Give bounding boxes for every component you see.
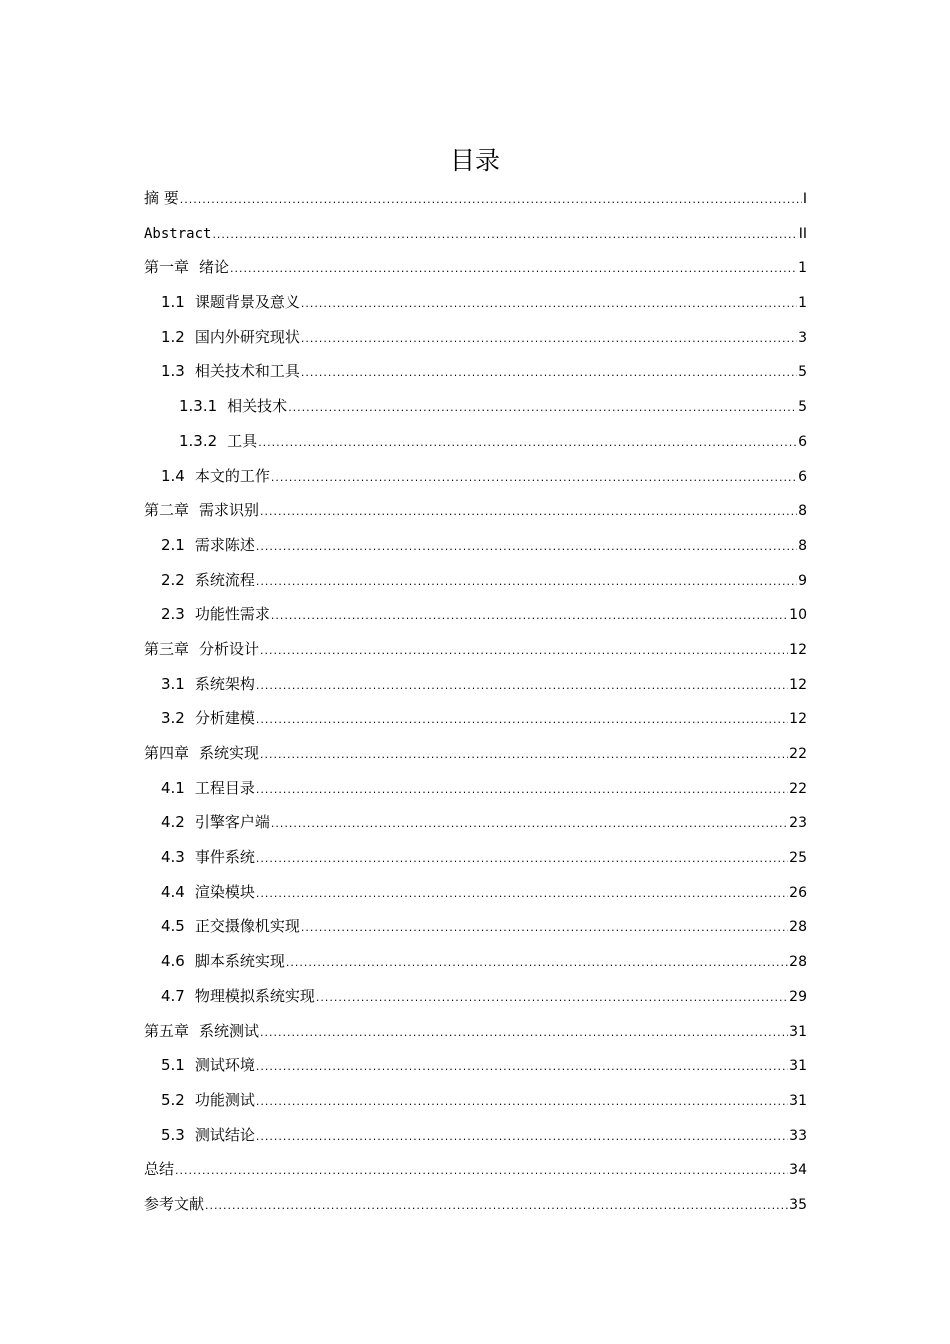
toc-entry-number: 4.6 [161, 952, 185, 971]
toc-dot-leader [288, 391, 797, 426]
toc-page-number: 10 [789, 607, 807, 624]
toc-dot-leader [316, 981, 788, 1016]
toc-page-number: 26 [789, 884, 807, 901]
toc-entry-label [179, 389, 287, 424]
toc-entry-text: 参考文献 [144, 1194, 205, 1213]
toc-entry[interactable] [144, 597, 807, 632]
toc-entry[interactable] [144, 771, 807, 806]
toc-page-number: 1 [798, 295, 807, 312]
toc-entry-number: 1.1 [161, 293, 185, 312]
toc-entry-text: 工程目录 [194, 778, 255, 797]
toc-entry-label [144, 632, 259, 667]
toc-entry-number: 第二章 [144, 501, 190, 520]
toc-entry-label [161, 320, 300, 355]
toc-entry-text: 工具 [227, 431, 258, 450]
toc-entry-text: 功能测试 [194, 1090, 255, 1109]
toc-entry[interactable] [144, 250, 807, 285]
toc-entry-label [144, 1152, 174, 1187]
toc-entry-text: 系统架构 [194, 674, 255, 693]
toc-entry-text: 测试环境 [194, 1056, 255, 1075]
toc-dot-leader [271, 599, 788, 634]
toc-entry-label [161, 1083, 255, 1118]
toc-entry-label [161, 354, 300, 389]
toc-entry-text: 摘 要 [144, 189, 179, 207]
toc-entry-number: 1.4 [161, 466, 185, 485]
toc-entry-text: 功能性需求 [194, 605, 270, 624]
toc-entry[interactable] [144, 285, 807, 320]
toc-entry-number: 4.1 [161, 778, 185, 797]
toc-page-number: 23 [789, 815, 807, 832]
toc-entry-label [161, 875, 255, 910]
toc-entry[interactable] [144, 320, 807, 355]
toc-dot-leader [260, 1016, 788, 1051]
toc-entry-label [161, 805, 270, 840]
toc-entry-text: 系统实现 [199, 744, 260, 762]
toc-entry[interactable] [144, 736, 807, 771]
toc-entry-label [161, 840, 255, 875]
toc-dot-leader [286, 946, 788, 981]
toc-entry[interactable] [144, 424, 807, 459]
toc-entry-label [144, 181, 179, 216]
toc-entry-label [161, 528, 255, 563]
toc-page-number: 9 [798, 572, 807, 589]
toc-entry[interactable] [144, 216, 807, 251]
toc-page-number: 1 [798, 260, 807, 277]
toc-entry-number: 3.2 [161, 709, 185, 728]
table-of-contents [144, 181, 807, 1222]
toc-entry[interactable] [144, 805, 807, 840]
toc-entry-text: 正交摄像机实现 [194, 917, 300, 936]
toc-dot-leader [256, 1085, 788, 1120]
toc-entry[interactable] [144, 459, 807, 494]
toc-entry[interactable] [144, 1083, 807, 1118]
toc-entry[interactable] [144, 1118, 807, 1153]
toc-page-number: 31 [789, 1058, 807, 1075]
toc-entry-label [179, 424, 257, 459]
toc-dot-leader [256, 565, 797, 600]
toc-dot-leader [175, 1154, 788, 1189]
toc-entry-number: 5.1 [161, 1056, 185, 1075]
toc-entry-label [144, 1014, 259, 1049]
toc-entry-number: 第四章 [144, 744, 190, 762]
toc-entry-number: 4.2 [161, 813, 185, 832]
toc-entry-number: 4.4 [161, 882, 185, 901]
toc-dot-leader [301, 322, 797, 357]
toc-entry-text: 脚本系统实现 [194, 952, 285, 971]
toc-dot-leader [256, 773, 788, 808]
toc-entry-text: 系统流程 [194, 570, 255, 589]
toc-page-number: 8 [798, 537, 807, 554]
toc-dot-leader [180, 183, 802, 218]
toc-entry-text: 系统测试 [199, 1021, 260, 1040]
toc-entry-text: 分析设计 [199, 639, 260, 658]
toc-entry-text: 国内外研究现状 [194, 327, 300, 346]
toc-entry-label [161, 1118, 255, 1153]
toc-entry-label [144, 216, 211, 252]
toc-dot-leader [301, 356, 797, 391]
toc-entry[interactable] [144, 389, 807, 424]
toc-entry-text: 物理模拟系统实现 [194, 986, 315, 1005]
toc-dot-leader [260, 634, 788, 669]
toc-dot-leader [258, 426, 797, 461]
toc-entry[interactable] [144, 1048, 807, 1083]
toc-entry[interactable] [144, 875, 807, 910]
toc-page-number: 12 [789, 641, 807, 658]
toc-dot-leader [256, 669, 788, 704]
toc-page-number: 29 [789, 988, 807, 1005]
toc-dot-leader [256, 842, 788, 877]
toc-entry-label [161, 701, 255, 736]
toc-entry-label [161, 459, 270, 494]
toc-page-number: 6 [798, 468, 807, 485]
toc-entry-number: 1.3.1 [179, 397, 218, 416]
toc-entry-text: 课题背景及意义 [194, 293, 300, 312]
toc-dot-leader [256, 877, 788, 912]
toc-entry-label [161, 667, 255, 702]
toc-entry-number: 4.7 [161, 986, 185, 1005]
toc-dot-leader [256, 1050, 788, 1085]
toc-entry-number: 5.3 [161, 1125, 185, 1144]
toc-page-number: 31 [789, 1092, 807, 1109]
toc-entry-text: 渲染模块 [194, 882, 255, 901]
toc-entry-label [161, 285, 300, 320]
toc-entry-label [161, 944, 285, 979]
toc-entry-text: 相关技术 [227, 397, 288, 416]
toc-page-number: 31 [789, 1023, 807, 1040]
toc-entry[interactable] [144, 181, 807, 216]
toc-entry-text: 事件系统 [194, 848, 255, 867]
toc-dot-leader [260, 738, 788, 773]
page-title: 目录 [449, 146, 500, 175]
toc-entry-number: 第一章 [144, 258, 190, 277]
toc-entry-number: 5.2 [161, 1090, 185, 1109]
toc-entry-number: 4.5 [161, 917, 185, 936]
toc-dot-leader [212, 218, 797, 253]
toc-entry-number: 第五章 [144, 1021, 190, 1040]
toc-entry[interactable] [144, 1014, 807, 1049]
toc-entry-text: 测试结论 [194, 1125, 255, 1144]
toc-dot-leader [301, 287, 797, 322]
toc-entry-number: 4.3 [161, 848, 185, 867]
toc-page-number: 35 [789, 1196, 807, 1213]
toc-entry-label [161, 979, 315, 1014]
toc-entry[interactable] [144, 944, 807, 979]
toc-entry-label [161, 597, 270, 632]
toc-page-number: 22 [789, 780, 807, 797]
toc-entry-number: 1.3.2 [179, 431, 218, 450]
toc-page-number: 8 [798, 503, 807, 520]
toc-entry-text: 本文的工作 [194, 466, 270, 485]
toc-entry-number: 3.1 [161, 674, 185, 693]
toc-dot-leader [301, 911, 788, 946]
toc-entry-label [144, 493, 259, 528]
toc-page-number: 25 [789, 850, 807, 867]
toc-entry[interactable] [144, 563, 807, 598]
toc-entry-number: 2.2 [161, 570, 185, 589]
toc-entry[interactable] [144, 528, 807, 563]
toc-entry-number: 2.3 [161, 605, 185, 624]
toc-dot-leader [271, 461, 797, 496]
toc-dot-leader [256, 703, 788, 738]
toc-page-number: 22 [789, 746, 807, 762]
toc-dot-leader [271, 807, 788, 842]
toc-entry-number: 1.3 [161, 362, 185, 381]
toc-entry-label [144, 250, 229, 285]
toc-entry-text: 需求识别 [199, 501, 260, 520]
toc-entry[interactable] [144, 909, 807, 944]
toc-page-number: 28 [789, 954, 807, 971]
toc-entry[interactable] [144, 701, 807, 736]
toc-entry[interactable] [144, 493, 807, 528]
toc-page-number: 3 [798, 329, 807, 346]
toc-entry-label [161, 563, 255, 598]
toc-page-number: I [802, 191, 807, 207]
toc-dot-leader [230, 252, 797, 287]
toc-dot-leader [256, 530, 797, 565]
toc-dot-leader [256, 1120, 788, 1155]
toc-page-number: 34 [789, 1162, 807, 1179]
toc-entry-number: 1.2 [161, 327, 185, 346]
toc-dot-leader [205, 1189, 788, 1224]
toc-entry-label [144, 736, 259, 771]
toc-entry-text: Abstract [144, 225, 212, 242]
toc-page-number: 12 [789, 711, 807, 728]
toc-entry-text: 需求陈述 [194, 535, 255, 554]
toc-entry[interactable] [144, 1187, 807, 1222]
toc-entry-label [144, 1187, 204, 1222]
toc-dot-leader [260, 495, 797, 530]
toc-page-number: 33 [789, 1127, 807, 1144]
toc-entry-number: 第三章 [144, 639, 190, 658]
toc-page-number: 6 [798, 433, 807, 450]
toc-entry[interactable] [144, 667, 807, 702]
toc-entry[interactable] [144, 1152, 807, 1187]
toc-page-number: 5 [798, 399, 807, 416]
toc-page-number: 28 [789, 919, 807, 936]
toc-page-number: 12 [789, 676, 807, 693]
toc-entry-text: 绪论 [199, 258, 230, 277]
toc-entry-label [161, 909, 300, 944]
toc-entry[interactable] [144, 354, 807, 389]
toc-entry-text: 相关技术和工具 [194, 362, 300, 381]
toc-entry-text: 总结 [144, 1160, 175, 1179]
toc-page-number: 5 [798, 364, 807, 381]
toc-entry-label [161, 771, 255, 806]
toc-entry-number: 2.1 [161, 535, 185, 554]
toc-entry-label [161, 1048, 255, 1083]
toc-entry-text: 引擎客户端 [194, 813, 270, 832]
toc-entry-text: 分析建模 [194, 709, 255, 728]
toc-entry[interactable] [144, 979, 807, 1014]
toc-entry[interactable] [144, 840, 807, 875]
toc-page-number: II [798, 225, 807, 242]
toc-entry[interactable] [144, 632, 807, 667]
